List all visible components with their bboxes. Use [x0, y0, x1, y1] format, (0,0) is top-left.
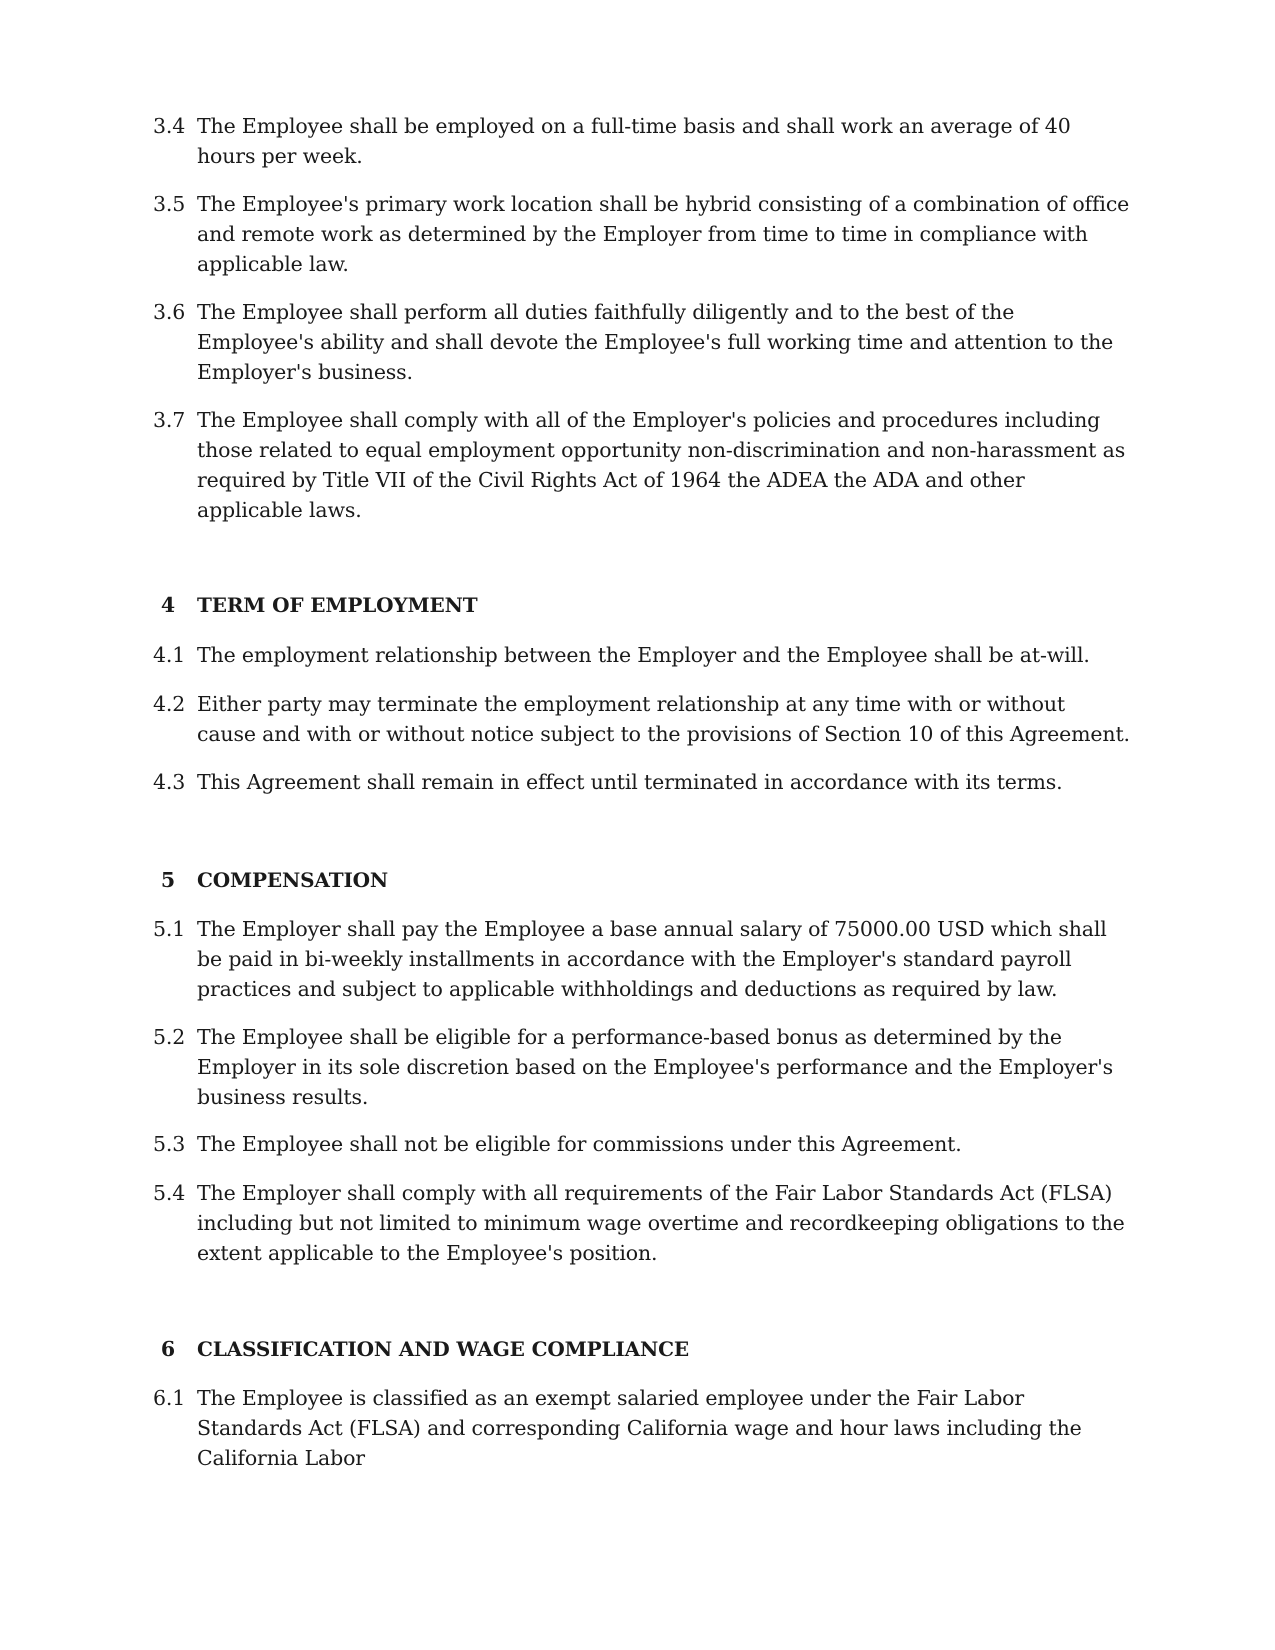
clause-5-4 — [140, 1178, 1130, 1268]
section-title: COMPENSATION — [197, 868, 389, 892]
clause-3-5 — [140, 189, 1130, 279]
clause-number: 3.6 — [153, 300, 186, 324]
clause-text: The Employee shall not be eligible for commissions under this Agreement. — [197, 1132, 962, 1156]
clause-number: 5.4 — [153, 1181, 186, 1205]
clause-5-3 — [140, 1129, 1130, 1159]
section-title: TERM OF EMPLOYMENT — [197, 593, 478, 617]
section-heading-4 — [140, 590, 1130, 620]
clause-3-7 — [140, 405, 1130, 525]
clause-number: 4.2 — [153, 692, 186, 716]
clause-4-2 — [140, 689, 1130, 749]
section-title: CLASSIFICATION AND WAGE COMPLIANCE — [197, 1337, 689, 1361]
clause-text: The Employee shall perform all duties faithfully diligently and to the best of the Employee's ability and shall devote the Employee's full working time and attention to the Employer's business. — [197, 300, 1114, 384]
clause-number: 4.3 — [153, 770, 186, 794]
clause-text: The Employee shall be eligible for a performance-based bonus as determined by the Employer in its sole discretion based on the Employee's performance and the Employer's business results. — [197, 1025, 1113, 1109]
clause-text: Either party may terminate the employment relationship at any time with or without cause and with or without notice subject to the provisions of Section 10 of this Agreement. — [197, 692, 1130, 746]
clause-number: 3.7 — [153, 408, 186, 432]
clause-text: This Agreement shall remain in effect until terminated in accordance with its terms. — [197, 770, 1063, 794]
section-heading-5 — [140, 865, 1130, 895]
clause-text: The Employee shall be employed on a full-time basis and shall work an average of 40 hours per week. — [197, 114, 1071, 168]
section-heading-6 — [140, 1334, 1130, 1364]
clause-4-1 — [140, 640, 1130, 670]
clause-4-3 — [140, 767, 1130, 797]
clause-number: 5.2 — [153, 1025, 186, 1049]
clause-5-1 — [140, 914, 1130, 1004]
clause-number: 3.5 — [153, 192, 186, 216]
clause-text: The employment relationship between the Employer and the Employee shall be at-will. — [197, 643, 1090, 667]
clause-number: 4.1 — [153, 643, 186, 667]
clause-6-1 — [140, 1383, 1130, 1473]
clause-text: The Employer shall pay the Employee a base annual salary of 75000.00 USD which shall be paid in bi-weekly installments in accordance with the Employer's standard payroll practices and subject to applicable withholdings and deductions as required by law. — [197, 917, 1107, 1001]
clause-number: 6.1 — [153, 1386, 186, 1410]
clause-text: The Employee's primary work location shall be hybrid consisting of a combination of office and remote work as determined by the Employer from time to time in compliance with applicable law. — [197, 192, 1130, 276]
section-number: 5 — [160, 868, 175, 892]
clause-5-2 — [140, 1022, 1130, 1112]
section-number: 6 — [160, 1337, 175, 1361]
clause-3-4 — [140, 111, 1130, 171]
clause-number: 5.1 — [153, 917, 186, 941]
clause-number: 5.3 — [153, 1132, 186, 1156]
clause-text: The Employee shall comply with all of the Employer's policies and procedures including those related to equal employment opportunity non-discrimination and non-harassment as required by Title VII of the Civil Rights Act of 1964 the ADEA the ADA and other applicable laws. — [197, 408, 1126, 522]
clause-text: The Employer shall comply with all requirements of the Fair Labor Standards Act (FLSA) including but not limited to minimum wage overtime and recordkeeping obligations to the extent applicable to the Employee's position. — [197, 1181, 1125, 1265]
clause-number: 3.4 — [153, 114, 186, 138]
clause-text: The Employee is classified as an exempt salaried employee under the Fair Labor Standards Act (FLSA) and corresponding California wage and hour laws including the California Labor — [197, 1386, 1082, 1470]
section-number: 4 — [160, 593, 175, 617]
clause-3-6 — [140, 297, 1130, 387]
